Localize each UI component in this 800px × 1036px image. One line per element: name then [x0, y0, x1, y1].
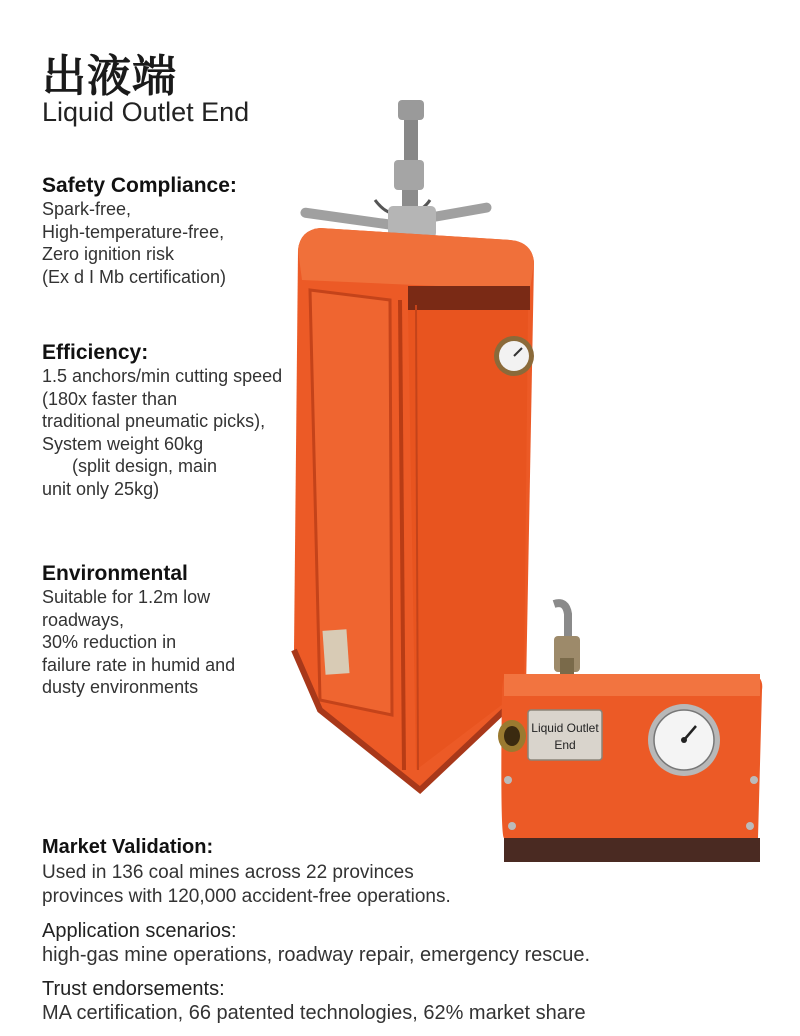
market-line-1: Used in 136 coal mines across 22 provinces	[42, 862, 414, 883]
environmental-line-1: Suitable for 1.2m low	[42, 587, 211, 607]
safety-line-2: High-temperature-free,	[42, 221, 225, 242]
environmental-line-4: failure rate in humid and	[42, 654, 236, 675]
safety-line-4: (Ex d I Mb certification)	[42, 266, 227, 287]
application-body: high-gas mine operations, roadway repair, emergency rescue.	[42, 944, 591, 966]
safety-line-3: Zero ignition risk	[42, 244, 175, 264]
liquid-outlet-unit-image	[496, 598, 768, 868]
efficiency-line-2: (180x faster than	[42, 388, 178, 409]
environmental-line-5: dusty environments	[42, 677, 199, 697]
application-section	[42, 920, 762, 968]
label-plate	[528, 710, 602, 760]
application-heading: Application scenarios:	[42, 920, 237, 942]
market-line-2: provinces with 120,000 accident-free operations.	[42, 886, 451, 907]
environmental-line-3: 30% reduction in	[42, 632, 177, 652]
safety-heading: Safety Compliance:	[42, 174, 237, 197]
safety-section	[42, 174, 302, 288]
efficiency-line-6: unit only 25kg)	[42, 478, 160, 499]
page-title-chinese: 出液端	[42, 51, 177, 102]
efficiency-line-3: traditional pneumatic picks),	[42, 411, 266, 431]
efficiency-section	[42, 341, 302, 500]
page-title-english: Liquid Outlet End	[42, 97, 250, 127]
efficiency-line-5: (split design, main	[42, 456, 218, 476]
environmental-line-2: roadways,	[42, 609, 125, 630]
label-plate-line-1: Liquid Outlet	[531, 721, 599, 735]
environmental-heading: Environmental	[42, 562, 188, 585]
trust-heading: Trust endorsements:	[42, 978, 225, 1000]
market-section	[42, 836, 642, 909]
trust-section	[42, 978, 762, 1026]
efficiency-line-4: System weight 60kg	[42, 433, 204, 454]
market-heading: Market Validation:	[42, 836, 214, 858]
trust-body: MA certification, 66 patented technologies, 62% market share	[42, 1002, 586, 1024]
safety-line-1: Spark-free,	[42, 199, 132, 219]
efficiency-line-1: 1.5 anchors/min cutting speed	[42, 366, 283, 386]
efficiency-heading: Efficiency:	[42, 341, 149, 364]
environmental-section	[42, 562, 282, 699]
label-plate-line-2: End	[554, 738, 576, 752]
